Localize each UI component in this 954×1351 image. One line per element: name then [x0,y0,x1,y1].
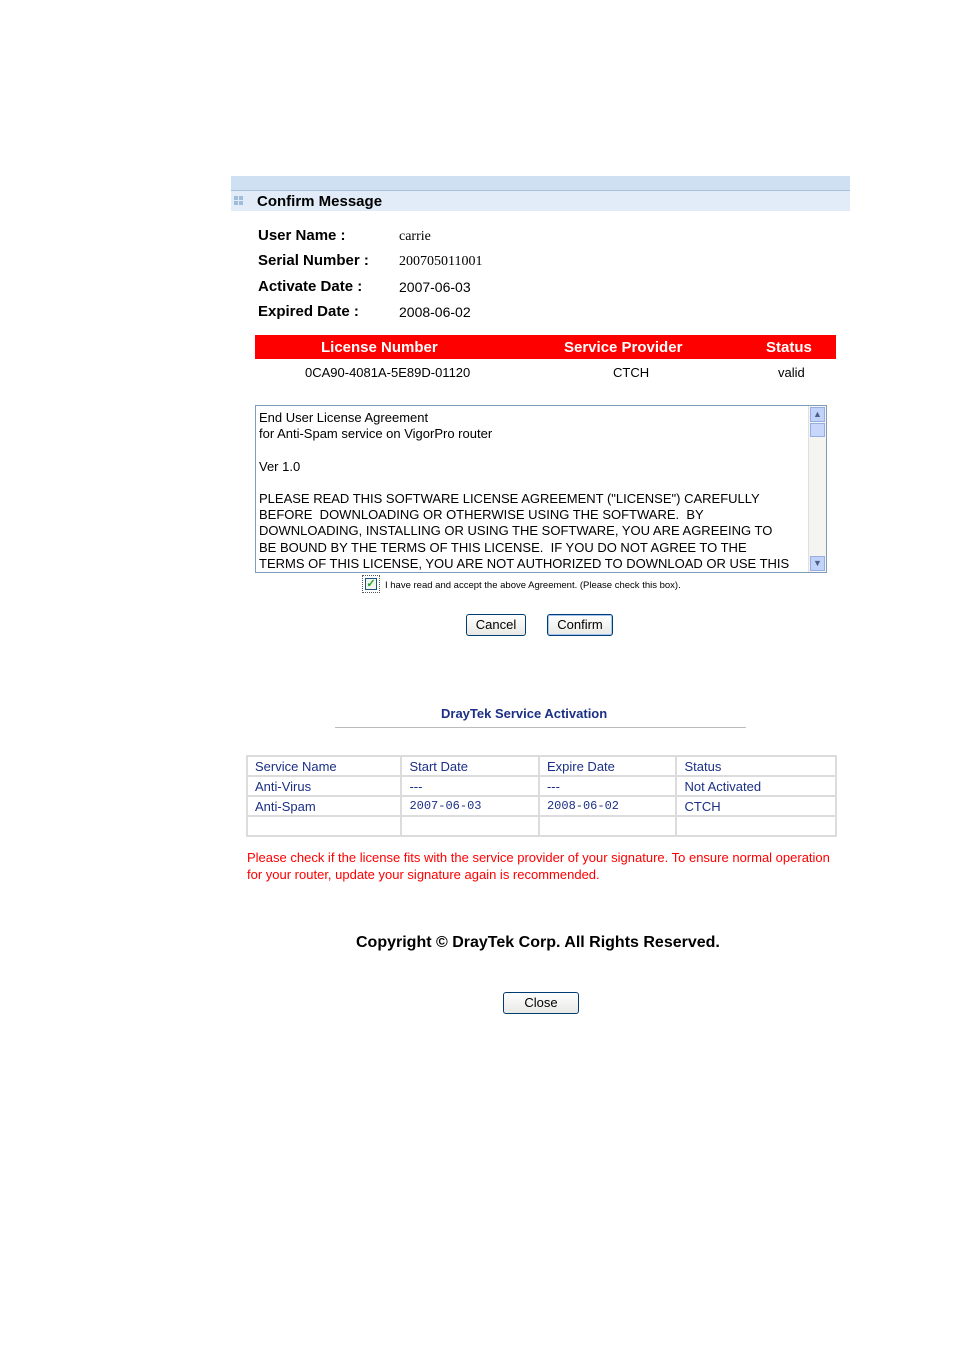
license-warning: Please check if the license fits with the service provider of your signature. To ensure normal operation for your router, update your signature again is recommended. [247,850,830,882]
service-provider-header: Service Provider [564,339,683,356]
license-status-value: valid [778,365,805,380]
table-header-row [247,756,836,776]
license-table-header [255,335,836,359]
empty-cell [539,816,677,836]
service-provider-value: CTCH [613,365,650,380]
cancel-button[interactable]: Cancel [466,614,526,636]
table-row [247,796,836,816]
status-header: Status [676,756,836,776]
service-name-cell: Anti-Virus [247,776,401,796]
grid-icon [234,196,244,206]
header-strip [231,176,850,191]
table-row [247,816,836,836]
agree-checkbox[interactable] [362,575,380,593]
close-button[interactable]: Close [503,992,579,1014]
check-icon: ✓ [366,578,376,590]
service-activation-title: DrayTek Service Activation [441,706,608,721]
service-name-header: Service Name [247,756,401,776]
license-number-value: 0CA90-4081A-5E89D-01120 [305,365,471,380]
status-cell: CTCH [676,796,836,816]
start-date-cell: --- [401,776,539,796]
start-date-cell: 2007-06-03 [401,796,539,816]
user-name-label: User Name : [258,227,346,244]
empty-cell [401,816,539,836]
activate-date-label: Activate Date : [258,278,363,295]
confirm-button[interactable]: Confirm [547,614,613,636]
table-row [247,776,836,796]
activate-date-value: 2007-06-03 [399,279,471,295]
agree-label: I have read and accept the above Agreement. (Please check this box). [385,580,681,591]
serial-number-label: Serial Number : [258,252,369,269]
divider [335,727,746,728]
status-cell: Not Activated [676,776,836,796]
service-activation-table [246,755,837,837]
confirm-message-header [231,176,850,211]
serial-number-value: 200705011001 [399,254,483,269]
eula-scrollbar[interactable] [808,406,826,572]
eula-text: End User License Agreement for Anti-Spam service on VigorPro router Ver 1.0 PLEASE READ THIS SOFTWARE LICENSE AGREEMENT ("LICENSE") CAREFULLY BEFORE DOWNLOADING OR OTHERWISE USING THE SOFTWARE. BY DOWNLOADING, INSTALLING OR USING THE SOFTWARE, YOU ARE AGREEING TO BE BOUND BY THE TERMS OF THIS LICENSE. IF YOU DO NOT AGREE TO THE TERMS OF THIS LICENSE, YOU ARE NOT AUTHORIZED TO DOWNLOAD OR USE THIS [259,410,790,571]
scroll-up-icon[interactable]: ▲ [810,407,825,422]
empty-cell [247,816,401,836]
expire-date-cell: --- [539,776,677,796]
expire-date-cell: 2008-06-02 [539,796,677,816]
expire-date-header: Expire Date [539,756,677,776]
expired-date-label: Expired Date : [258,303,359,320]
empty-cell [676,816,836,836]
license-number-header: License Number [321,339,438,356]
scroll-thumb[interactable] [810,423,825,437]
status-header: Status [766,339,812,356]
service-name-cell: Anti-Spam [247,796,401,816]
confirm-message-title: Confirm Message [257,193,383,210]
user-name-value: carrie [399,229,431,244]
copyright-text: Copyright © DrayTek Corp. All Rights Reserved. [356,934,720,951]
scroll-down-icon[interactable]: ▼ [810,556,825,571]
license-row [255,361,836,383]
eula-textarea[interactable] [255,405,827,573]
expired-date-value: 2008-06-02 [399,304,471,320]
start-date-header: Start Date [401,756,539,776]
